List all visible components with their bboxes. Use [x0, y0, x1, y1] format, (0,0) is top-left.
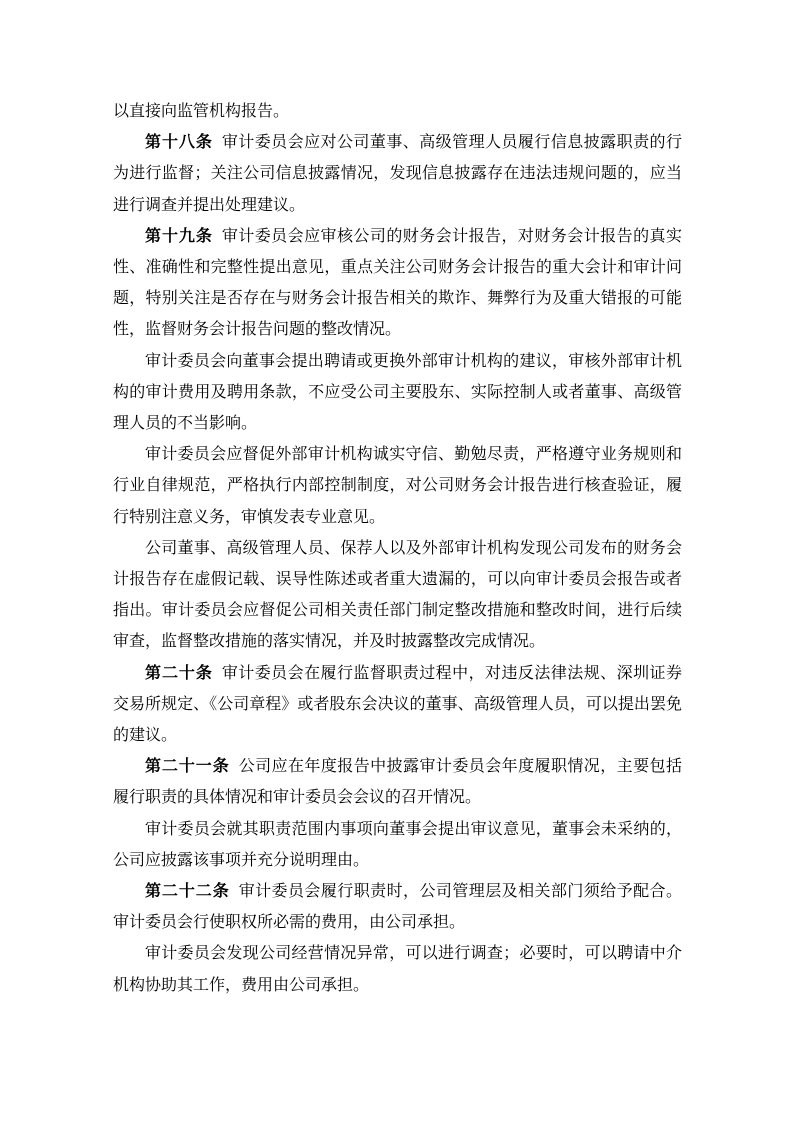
paragraph	[113, 220, 682, 345]
paragraph-text: 审计委员会发现公司经营情况异常，可以进行调查；必要时，可以聘请中介机构协助其工作，费用由公司承担。	[113, 943, 682, 994]
paragraph	[113, 345, 682, 439]
paragraph-text: 审计委员会在履行监督职责过程中，对违反法律法规、深圳证券交易所规定、《公司章程》或者股东会决议的董事、高级管理人员，可以提出罢免的建议。	[113, 662, 682, 745]
article-number-label: 第二十一条	[145, 756, 230, 776]
paragraph-text: 审计委员会应督促外部审计机构诚实守信、勤勉尽责，严格遵守业务规则和行业自律规范，严格执行内部控制制度，对公司财务会计报告进行核查验证，履行特别注意义务，审慎发表专业意见。	[113, 444, 682, 526]
paragraph	[113, 813, 682, 875]
paragraph-text: 审计委员会就其职责范围内事项向董事会提出审议意见，董事会未采纳的，公司应披露该事项并充分说明理由。	[113, 818, 682, 869]
paragraph-text: 审计委员会履行职责时，公司管理层及相关部门须给予配合。审计委员会行使职权所必需的费用，由公司承担。	[113, 881, 682, 932]
paragraph	[113, 657, 682, 751]
paragraph	[113, 126, 682, 220]
paragraph	[113, 95, 682, 126]
paragraph	[113, 875, 682, 937]
article-number-label: 第十八条	[145, 132, 213, 152]
paragraph	[113, 937, 682, 999]
paragraph-text: 以直接向监管机构报告。	[113, 101, 290, 120]
article-number-label: 第二十条	[145, 662, 213, 682]
paragraph-text: 审计委员会应审核公司的财务会计报告，对财务会计报告的真实性、准确性和完整性提出意见，重点关注公司财务会计报告的重大会计和审计问题，特别关注是否存在与财务会计报告相关的欺诈、舞弊行为及重大错报的可能性，监督财务会计报告问题的整改情况。	[113, 225, 682, 339]
article-number-label: 第二十二条	[145, 881, 230, 901]
paragraph-text: 公司董事、高级管理人员、保荐人以及外部审计机构发现公司发布的财务会计报告存在虚假记载、误导性陈述或者重大遗漏的，可以向审计委员会报告或者指出。审计委员会应督促公司相关责任部门制定整改措施和整改时间，进行后续审查，监督整改措施的落实情况，并及时披露整改完成情况。	[113, 537, 682, 651]
paragraph-text: 公司应在年度报告中披露审计委员会年度履职情况，主要包括履行职责的具体情况和审计委员会会议的召开情况。	[113, 756, 682, 807]
paragraph	[113, 532, 682, 657]
article-number-label: 第十九条	[145, 225, 213, 245]
paragraph	[113, 750, 682, 812]
paragraph-text: 审计委员会向董事会提出聘请或更换外部审计机构的建议，审核外部审计机构的审计费用及聘用条款，不应受公司主要股东、实际控制人或者董事、高级管理人员的不当影响。	[113, 350, 682, 433]
paragraph-text: 审计委员会应对公司董事、高级管理人员履行信息披露职责的行为进行监督；关注公司信息披露情况，发现信息披露存在违法违规问题的，应当进行调查并提出处理建议。	[113, 132, 682, 214]
paragraph	[113, 438, 682, 532]
